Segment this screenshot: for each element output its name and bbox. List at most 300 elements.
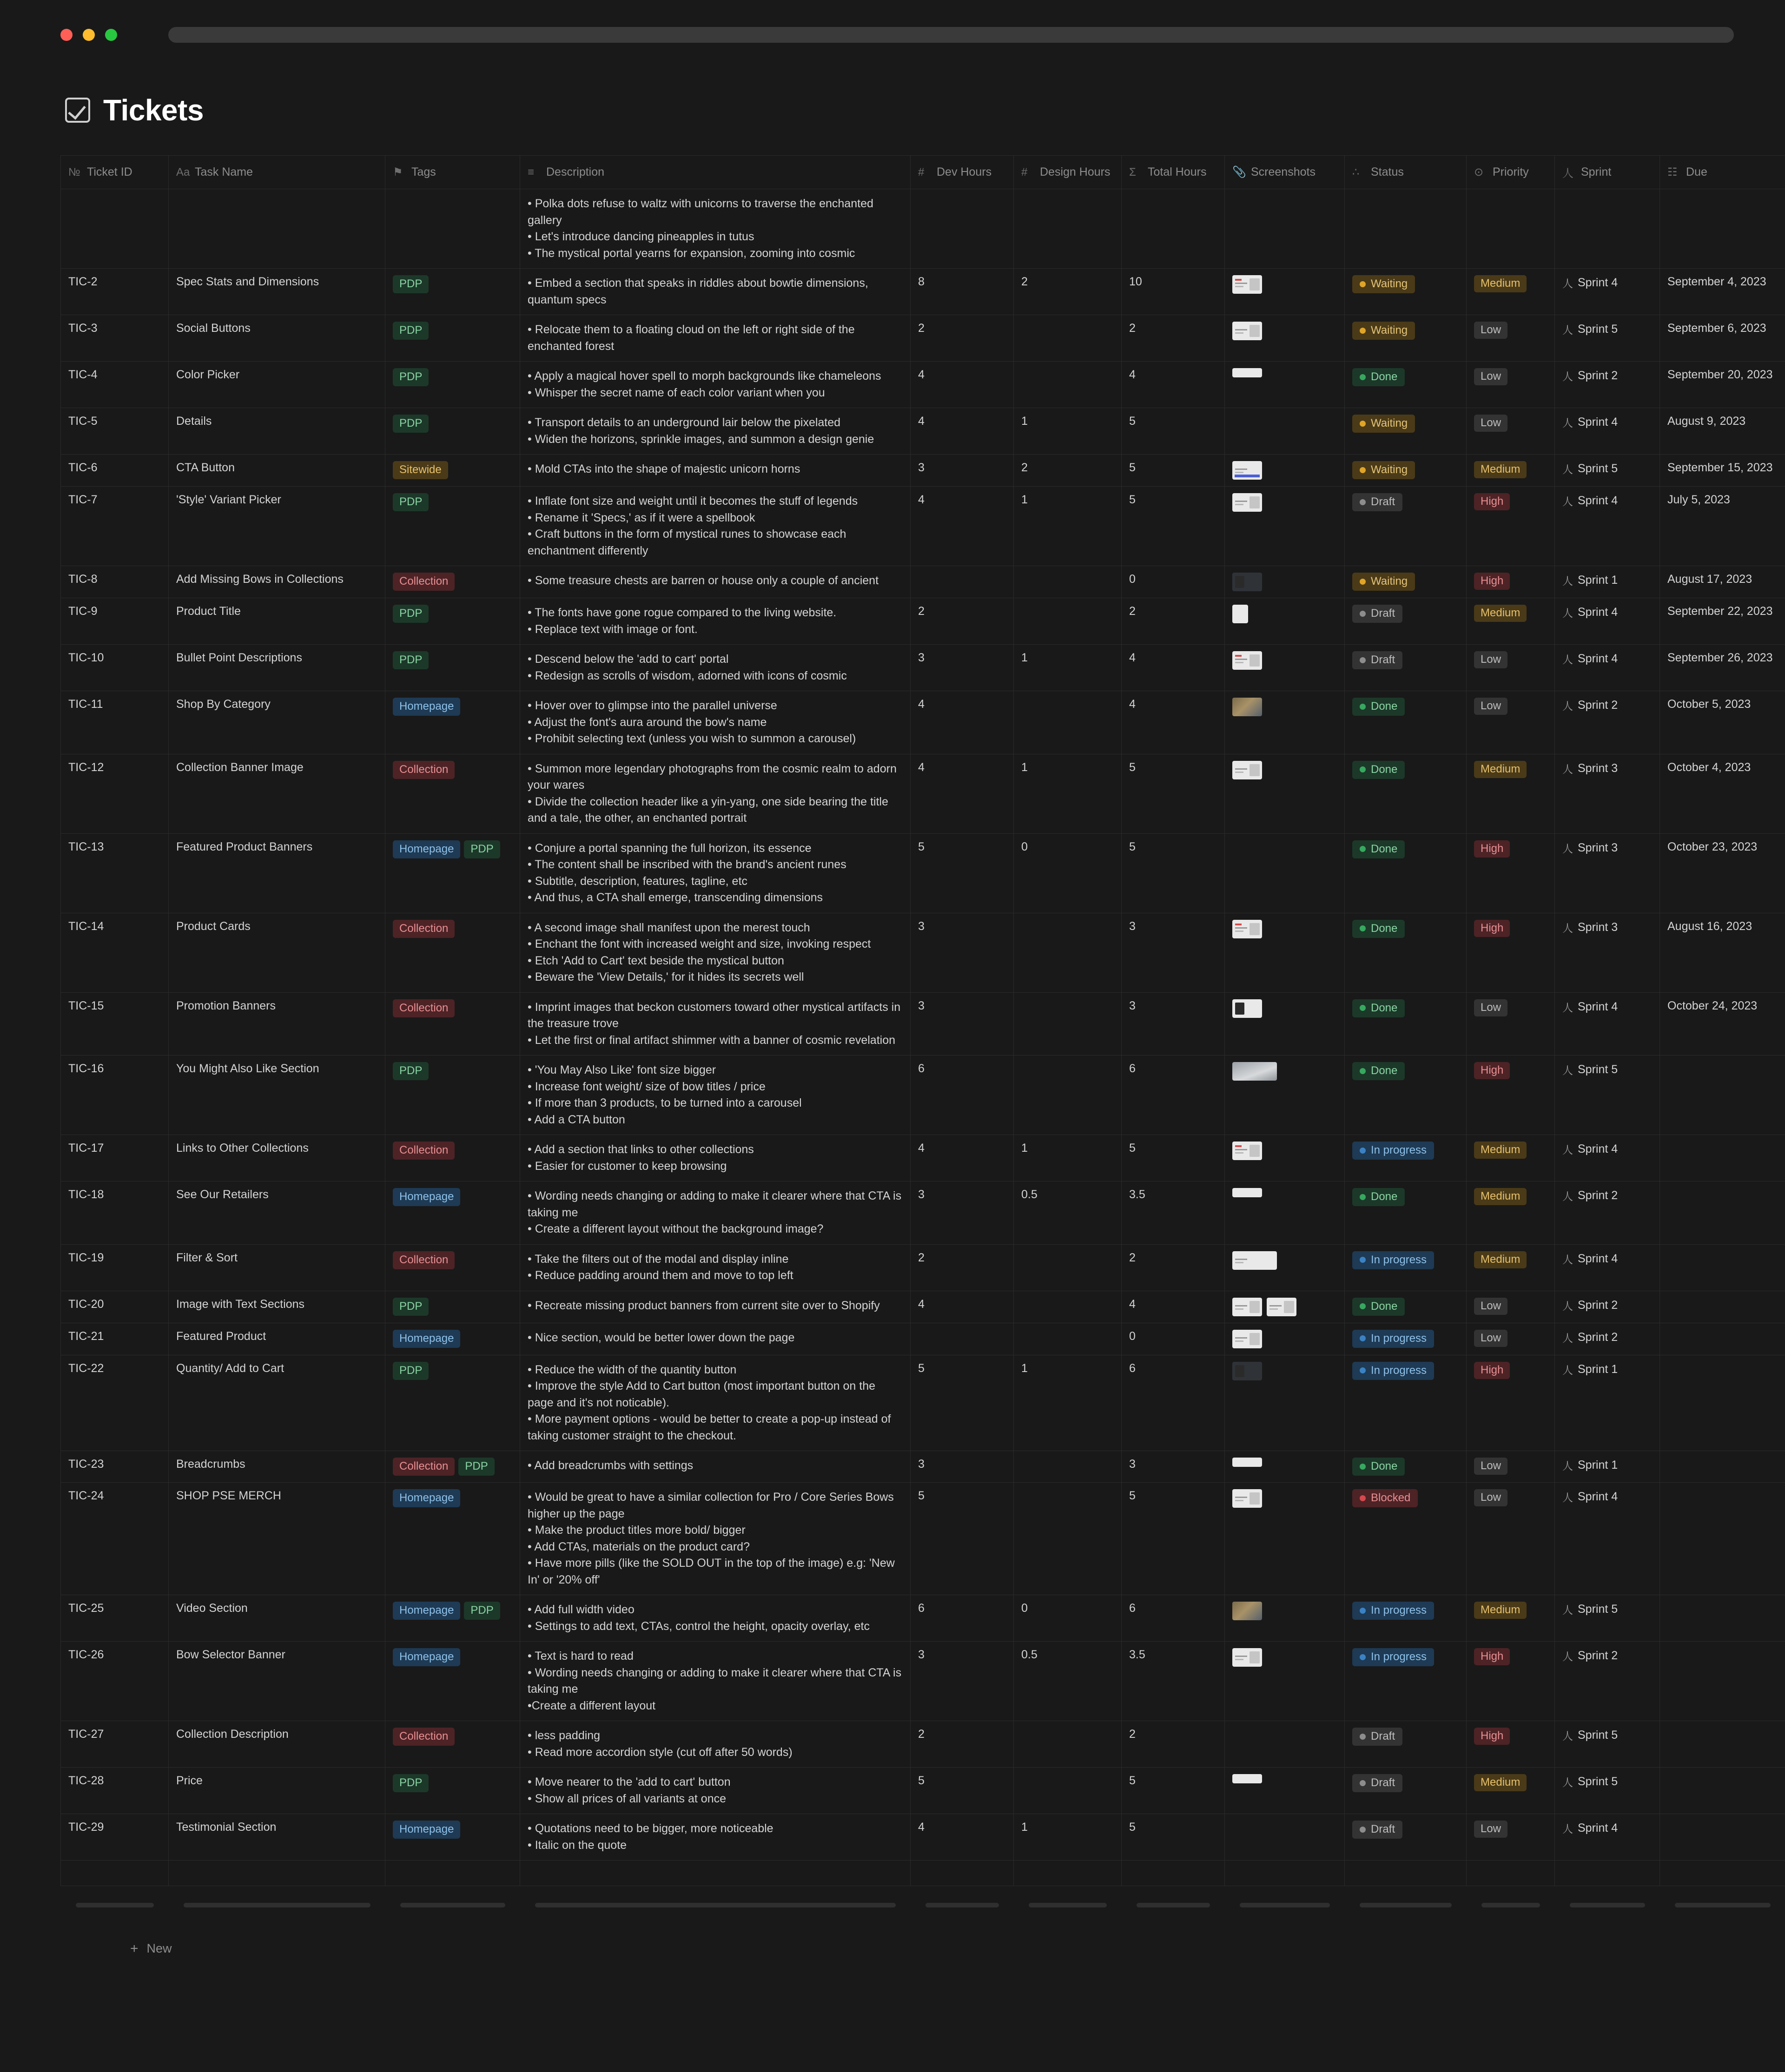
- cell-due-date[interactable]: August 9, 2023: [1660, 408, 1785, 455]
- summary-cell[interactable]: [169, 1886, 385, 1924]
- cell-sprint[interactable]: [1555, 691, 1660, 754]
- cell-status[interactable]: [1345, 1355, 1467, 1451]
- column-header-total-hours[interactable]: [1122, 156, 1225, 189]
- cell-tags[interactable]: [385, 1768, 520, 1814]
- summary-cell[interactable]: [1345, 1886, 1467, 1924]
- cell-design-hours[interactable]: [1014, 1323, 1122, 1355]
- cell-due-date[interactable]: [1660, 1595, 1785, 1642]
- cell-task-name[interactable]: Breadcrumbs: [169, 1451, 385, 1483]
- cell-sprint[interactable]: [1555, 645, 1660, 691]
- cell-description[interactable]: [520, 833, 911, 913]
- cell-design-hours[interactable]: [1014, 913, 1122, 992]
- cell-status[interactable]: [1345, 1483, 1467, 1595]
- cell-due-date[interactable]: October 24, 2023: [1660, 992, 1785, 1056]
- cell-dev-hours[interactable]: 4: [911, 1291, 1014, 1323]
- cell-total-hours[interactable]: 3.5: [1122, 1642, 1225, 1721]
- cell-due-date[interactable]: September 22, 2023: [1660, 598, 1785, 645]
- add-new-row-button[interactable]: [60, 1924, 1785, 1975]
- cell-priority[interactable]: [1467, 598, 1555, 645]
- cell-dev-hours[interactable]: 3: [911, 1181, 1014, 1245]
- table-row[interactable]: [61, 1721, 1785, 1768]
- cell-design-hours[interactable]: 0: [1014, 833, 1122, 913]
- cell-screenshots[interactable]: [1225, 362, 1345, 408]
- cell-sprint[interactable]: [1555, 1642, 1660, 1721]
- cell-total-hours[interactable]: 0: [1122, 1323, 1225, 1355]
- cell-priority[interactable]: [1467, 1181, 1555, 1245]
- cell-screenshots[interactable]: [1225, 1135, 1345, 1181]
- cell-tags[interactable]: [385, 1056, 520, 1135]
- cell-design-hours[interactable]: [1014, 691, 1122, 754]
- cell-tags[interactable]: [385, 189, 520, 269]
- cell-total-hours[interactable]: 10: [1122, 269, 1225, 315]
- cell-dev-hours[interactable]: 3: [911, 1642, 1014, 1721]
- cell-status[interactable]: [1345, 1814, 1467, 1861]
- cell-ticket-id[interactable]: TIC-15: [61, 992, 169, 1056]
- cell-priority[interactable]: [1467, 315, 1555, 362]
- cell-design-hours[interactable]: [1014, 1056, 1122, 1135]
- cell-priority[interactable]: [1467, 1814, 1555, 1861]
- cell-priority[interactable]: [1467, 1056, 1555, 1135]
- cell-priority[interactable]: [1467, 487, 1555, 566]
- column-header-design-hours[interactable]: [1014, 156, 1122, 189]
- cell-tags[interactable]: [385, 1291, 520, 1323]
- cell-priority[interactable]: [1467, 1595, 1555, 1642]
- cell-screenshots[interactable]: [1225, 1595, 1345, 1642]
- cell-dev-hours[interactable]: 4: [911, 1814, 1014, 1861]
- cell-sprint[interactable]: [1555, 992, 1660, 1056]
- cell-priority[interactable]: [1467, 189, 1555, 269]
- cell-description[interactable]: [520, 1721, 911, 1768]
- cell-ticket-id[interactable]: TIC-25: [61, 1595, 169, 1642]
- cell-total-hours[interactable]: 0: [1122, 566, 1225, 598]
- cell-description[interactable]: [520, 1056, 911, 1135]
- screenshot-thumbnail[interactable]: [1232, 1648, 1262, 1667]
- cell-total-hours[interactable]: 5: [1122, 1483, 1225, 1595]
- cell-design-hours[interactable]: [1014, 1721, 1122, 1768]
- cell-priority[interactable]: [1467, 1483, 1555, 1595]
- cell-total-hours[interactable]: 6: [1122, 1595, 1225, 1642]
- cell-tags[interactable]: [385, 1355, 520, 1451]
- cell-sprint[interactable]: [1555, 1451, 1660, 1483]
- screenshot-thumbnail[interactable]: [1232, 1062, 1277, 1081]
- cell-screenshots[interactable]: [1225, 455, 1345, 487]
- screenshot-thumbnail[interactable]: [1232, 1602, 1262, 1620]
- cell-tags[interactable]: [385, 754, 520, 833]
- cell-tags[interactable]: [385, 691, 520, 754]
- screenshot-thumbnail[interactable]: [1232, 493, 1262, 512]
- cell-tags[interactable]: [385, 1642, 520, 1721]
- cell-description[interactable]: [520, 645, 911, 691]
- cell-ticket-id[interactable]: TIC-4: [61, 362, 169, 408]
- column-header-status[interactable]: [1345, 156, 1467, 189]
- cell-screenshots[interactable]: [1225, 1483, 1345, 1595]
- cell-due-date[interactable]: [1660, 1451, 1785, 1483]
- cell-dev-hours[interactable]: 4: [911, 754, 1014, 833]
- cell-total-hours[interactable]: 3: [1122, 992, 1225, 1056]
- cell-screenshots[interactable]: [1225, 189, 1345, 269]
- screenshot-thumbnail[interactable]: [1232, 461, 1262, 480]
- cell-due-date[interactable]: [1660, 189, 1785, 269]
- cell-total-hours[interactable]: 4: [1122, 362, 1225, 408]
- screenshot-thumbnail[interactable]: [1232, 1330, 1262, 1348]
- cell-design-hours[interactable]: [1014, 1244, 1122, 1291]
- cell-dev-hours[interactable]: 6: [911, 1056, 1014, 1135]
- cell-due-date[interactable]: [1660, 1721, 1785, 1768]
- cell-priority[interactable]: [1467, 833, 1555, 913]
- cell-screenshots[interactable]: [1225, 487, 1345, 566]
- cell-status[interactable]: [1345, 833, 1467, 913]
- screenshot-thumbnail[interactable]: [1232, 1251, 1277, 1270]
- cell-sprint[interactable]: [1555, 1355, 1660, 1451]
- cell-sprint[interactable]: [1555, 913, 1660, 992]
- screenshot-thumbnail[interactable]: [1232, 1458, 1262, 1467]
- cell-status[interactable]: [1345, 645, 1467, 691]
- cell-task-name[interactable]: Testimonial Section: [169, 1814, 385, 1861]
- cell-dev-hours[interactable]: 5: [911, 1768, 1014, 1814]
- cell-dev-hours[interactable]: [911, 189, 1014, 269]
- cell-description[interactable]: [520, 487, 911, 566]
- column-header-tags[interactable]: [385, 156, 520, 189]
- column-header-ticket-id[interactable]: [61, 156, 169, 189]
- cell-design-hours[interactable]: 1: [1014, 645, 1122, 691]
- cell-due-date[interactable]: September 20, 2023: [1660, 362, 1785, 408]
- cell-dev-hours[interactable]: 3: [911, 992, 1014, 1056]
- summary-cell[interactable]: [1225, 1886, 1345, 1924]
- cell-priority[interactable]: [1467, 1451, 1555, 1483]
- cell-sprint[interactable]: [1555, 1181, 1660, 1245]
- cell-ticket-id[interactable]: TIC-24: [61, 1483, 169, 1595]
- table-row[interactable]: [61, 992, 1785, 1056]
- cell-status[interactable]: [1345, 1291, 1467, 1323]
- cell-sprint[interactable]: [1555, 487, 1660, 566]
- cell-status[interactable]: [1345, 691, 1467, 754]
- table-row[interactable]: [61, 1814, 1785, 1861]
- screenshot-thumbnail[interactable]: [1232, 1774, 1262, 1783]
- table-row[interactable]: [61, 833, 1785, 913]
- cell-priority[interactable]: [1467, 1355, 1555, 1451]
- summary-cell[interactable]: [1660, 1886, 1785, 1924]
- cell-dev-hours[interactable]: 4: [911, 691, 1014, 754]
- cell-tags[interactable]: [385, 1483, 520, 1595]
- cell-status[interactable]: [1345, 1768, 1467, 1814]
- cell-total-hours[interactable]: 2: [1122, 1721, 1225, 1768]
- cell-screenshots[interactable]: [1225, 913, 1345, 992]
- table-row[interactable]: [61, 913, 1785, 992]
- cell-status[interactable]: [1345, 566, 1467, 598]
- cell-dev-hours[interactable]: 4: [911, 408, 1014, 455]
- maximize-window-button[interactable]: [105, 29, 117, 41]
- cell-ticket-id[interactable]: TIC-13: [61, 833, 169, 913]
- cell-task-name[interactable]: [169, 189, 385, 269]
- column-header-dev-hours[interactable]: [911, 156, 1014, 189]
- cell-status[interactable]: [1345, 1056, 1467, 1135]
- cell-due-date[interactable]: [1660, 1291, 1785, 1323]
- cell-sprint[interactable]: [1555, 408, 1660, 455]
- cell-ticket-id[interactable]: TIC-23: [61, 1451, 169, 1483]
- cell-screenshots[interactable]: [1225, 1244, 1345, 1291]
- cell-screenshots[interactable]: [1225, 1291, 1345, 1323]
- summary-cell[interactable]: [520, 1886, 911, 1924]
- column-header-screenshots[interactable]: [1225, 156, 1345, 189]
- screenshot-thumbnail[interactable]: [1232, 920, 1262, 938]
- cell-task-name[interactable]: Price: [169, 1768, 385, 1814]
- cell-total-hours[interactable]: 4: [1122, 1291, 1225, 1323]
- cell-ticket-id[interactable]: TIC-22: [61, 1355, 169, 1451]
- cell-sprint[interactable]: [1555, 1814, 1660, 1861]
- cell-due-date[interactable]: July 5, 2023: [1660, 487, 1785, 566]
- table-row[interactable]: [61, 487, 1785, 566]
- screenshot-thumbnail[interactable]: [1232, 1362, 1262, 1380]
- table-row[interactable]: [61, 691, 1785, 754]
- cell-description[interactable]: [520, 992, 911, 1056]
- cell-description[interactable]: [520, 913, 911, 992]
- cell-task-name[interactable]: Spec Stats and Dimensions: [169, 269, 385, 315]
- cell-task-name[interactable]: Image with Text Sections: [169, 1291, 385, 1323]
- cell-task-name[interactable]: You Might Also Like Section: [169, 1056, 385, 1135]
- cell-description[interactable]: [520, 1451, 911, 1483]
- cell-screenshots[interactable]: [1225, 992, 1345, 1056]
- cell-design-hours[interactable]: 0.5: [1014, 1181, 1122, 1245]
- cell-description[interactable]: [520, 691, 911, 754]
- cell-task-name[interactable]: Video Section: [169, 1595, 385, 1642]
- summary-cell[interactable]: [1467, 1886, 1555, 1924]
- cell-description[interactable]: [520, 408, 911, 455]
- cell-status[interactable]: [1345, 913, 1467, 992]
- cell-sprint[interactable]: [1555, 566, 1660, 598]
- cell-screenshots[interactable]: [1225, 1056, 1345, 1135]
- cell-tags[interactable]: [385, 1181, 520, 1245]
- table-row[interactable]: [61, 1244, 1785, 1291]
- cell-task-name[interactable]: Bow Selector Banner: [169, 1642, 385, 1721]
- cell-description[interactable]: [520, 566, 911, 598]
- cell-task-name[interactable]: Filter & Sort: [169, 1244, 385, 1291]
- cell-priority[interactable]: [1467, 1244, 1555, 1291]
- cell-due-date[interactable]: [1660, 1135, 1785, 1181]
- cell-due-date[interactable]: October 23, 2023: [1660, 833, 1785, 913]
- cell-status[interactable]: [1345, 487, 1467, 566]
- cell-description[interactable]: [520, 754, 911, 833]
- summary-cell[interactable]: [385, 1886, 520, 1924]
- cell-sprint[interactable]: [1555, 1721, 1660, 1768]
- table-row[interactable]: [61, 566, 1785, 598]
- cell-sprint[interactable]: [1555, 269, 1660, 315]
- cell-ticket-id[interactable]: TIC-9: [61, 598, 169, 645]
- cell-screenshots[interactable]: [1225, 269, 1345, 315]
- cell-task-name[interactable]: CTA Button: [169, 455, 385, 487]
- cell-task-name[interactable]: 'Style' Variant Picker: [169, 487, 385, 566]
- cell-description[interactable]: [520, 1768, 911, 1814]
- cell-design-hours[interactable]: [1014, 1768, 1122, 1814]
- cell-ticket-id[interactable]: TIC-19: [61, 1244, 169, 1291]
- cell-status[interactable]: [1345, 1323, 1467, 1355]
- cell-task-name[interactable]: Add Missing Bows in Collections: [169, 566, 385, 598]
- cell-screenshots[interactable]: [1225, 1642, 1345, 1721]
- cell-sprint[interactable]: [1555, 598, 1660, 645]
- cell-task-name[interactable]: Shop By Category: [169, 691, 385, 754]
- cell-priority[interactable]: [1467, 1291, 1555, 1323]
- cell-tags[interactable]: [385, 1814, 520, 1861]
- column-header-description[interactable]: [520, 156, 911, 189]
- table-row[interactable]: [61, 645, 1785, 691]
- cell-tags[interactable]: [385, 408, 520, 455]
- cell-sprint[interactable]: [1555, 455, 1660, 487]
- cell-priority[interactable]: [1467, 1135, 1555, 1181]
- cell-ticket-id[interactable]: TIC-3: [61, 315, 169, 362]
- cell-total-hours[interactable]: 3.5: [1122, 1181, 1225, 1245]
- column-header-due[interactable]: [1660, 156, 1785, 189]
- cell-description[interactable]: [520, 1483, 911, 1595]
- cell-screenshots[interactable]: [1225, 1721, 1345, 1768]
- cell-status[interactable]: [1345, 1451, 1467, 1483]
- cell-tags[interactable]: [385, 1595, 520, 1642]
- cell-tags[interactable]: [385, 1721, 520, 1768]
- cell-status[interactable]: [1345, 189, 1467, 269]
- cell-ticket-id[interactable]: TIC-20: [61, 1291, 169, 1323]
- table-row[interactable]: [61, 1768, 1785, 1814]
- cell-description[interactable]: [520, 1244, 911, 1291]
- table-row[interactable]: [61, 1451, 1785, 1483]
- cell-ticket-id[interactable]: TIC-11: [61, 691, 169, 754]
- cell-screenshots[interactable]: [1225, 691, 1345, 754]
- cell-status[interactable]: [1345, 408, 1467, 455]
- cell-sprint[interactable]: [1555, 1244, 1660, 1291]
- cell-priority[interactable]: [1467, 1642, 1555, 1721]
- cell-ticket-id[interactable]: TIC-8: [61, 566, 169, 598]
- cell-screenshots[interactable]: [1225, 1181, 1345, 1245]
- cell-dev-hours[interactable]: 4: [911, 1135, 1014, 1181]
- cell-ticket-id[interactable]: TIC-14: [61, 913, 169, 992]
- screenshot-thumbnail[interactable]: [1267, 1298, 1296, 1316]
- cell-priority[interactable]: [1467, 913, 1555, 992]
- cell-sprint[interactable]: [1555, 833, 1660, 913]
- cell-design-hours[interactable]: 0: [1014, 1595, 1122, 1642]
- cell-status[interactable]: [1345, 1181, 1467, 1245]
- cell-status[interactable]: [1345, 362, 1467, 408]
- summary-cell[interactable]: [1555, 1886, 1660, 1924]
- cell-dev-hours[interactable]: 2: [911, 1244, 1014, 1291]
- screenshot-thumbnail[interactable]: [1232, 322, 1262, 340]
- cell-task-name[interactable]: Collection Banner Image: [169, 754, 385, 833]
- cell-ticket-id[interactable]: TIC-12: [61, 754, 169, 833]
- cell-description[interactable]: [520, 1135, 911, 1181]
- cell-task-name[interactable]: Featured Product Banners: [169, 833, 385, 913]
- cell-ticket-id[interactable]: TIC-18: [61, 1181, 169, 1245]
- cell-tags[interactable]: [385, 269, 520, 315]
- cell-sprint[interactable]: [1555, 1768, 1660, 1814]
- cell-priority[interactable]: [1467, 408, 1555, 455]
- cell-due-date[interactable]: [1660, 1814, 1785, 1861]
- screenshot-thumbnail[interactable]: [1232, 368, 1262, 377]
- cell-sprint[interactable]: [1555, 1056, 1660, 1135]
- column-header-task-name[interactable]: [169, 156, 385, 189]
- cell-screenshots[interactable]: [1225, 566, 1345, 598]
- cell-sprint[interactable]: [1555, 754, 1660, 833]
- cell-sprint[interactable]: [1555, 189, 1660, 269]
- cell-total-hours[interactable]: 5: [1122, 1814, 1225, 1861]
- cell-due-date[interactable]: [1660, 1323, 1785, 1355]
- screenshot-thumbnail[interactable]: [1232, 1489, 1262, 1508]
- cell-due-date[interactable]: August 16, 2023: [1660, 913, 1785, 992]
- summary-cell[interactable]: [61, 1886, 169, 1924]
- cell-description[interactable]: [520, 362, 911, 408]
- cell-tags[interactable]: [385, 1244, 520, 1291]
- cell-status[interactable]: [1345, 1135, 1467, 1181]
- cell-tags[interactable]: [385, 315, 520, 362]
- cell-description[interactable]: [520, 1355, 911, 1451]
- cell-total-hours[interactable]: [1122, 189, 1225, 269]
- cell-due-date[interactable]: September 15, 2023: [1660, 455, 1785, 487]
- table-row[interactable]: [61, 1595, 1785, 1642]
- cell-priority[interactable]: [1467, 1323, 1555, 1355]
- cell-task-name[interactable]: Collection Description: [169, 1721, 385, 1768]
- cell-dev-hours[interactable]: 3: [911, 913, 1014, 992]
- cell-description[interactable]: [520, 189, 911, 269]
- cell-priority[interactable]: [1467, 455, 1555, 487]
- cell-tags[interactable]: [385, 833, 520, 913]
- cell-sprint[interactable]: [1555, 1483, 1660, 1595]
- cell-design-hours[interactable]: [1014, 1483, 1122, 1595]
- cell-total-hours[interactable]: 2: [1122, 598, 1225, 645]
- cell-dev-hours[interactable]: 5: [911, 1483, 1014, 1595]
- cell-screenshots[interactable]: [1225, 1323, 1345, 1355]
- cell-description[interactable]: [520, 1291, 911, 1323]
- cell-due-date[interactable]: [1660, 1355, 1785, 1451]
- screenshot-thumbnail[interactable]: [1232, 605, 1248, 623]
- cell-screenshots[interactable]: [1225, 315, 1345, 362]
- cell-tags[interactable]: [385, 566, 520, 598]
- cell-screenshots[interactable]: [1225, 645, 1345, 691]
- cell-description[interactable]: [520, 598, 911, 645]
- cell-dev-hours[interactable]: [911, 566, 1014, 598]
- cell-dev-hours[interactable]: 2: [911, 598, 1014, 645]
- cell-ticket-id[interactable]: TIC-2: [61, 269, 169, 315]
- close-window-button[interactable]: [60, 29, 73, 41]
- cell-task-name[interactable]: See Our Retailers: [169, 1181, 385, 1245]
- cell-status[interactable]: [1345, 754, 1467, 833]
- cell-design-hours[interactable]: [1014, 189, 1122, 269]
- cell-tags[interactable]: [385, 455, 520, 487]
- cell-description[interactable]: [520, 1814, 911, 1861]
- table-row[interactable]: [61, 455, 1785, 487]
- cell-dev-hours[interactable]: 3: [911, 645, 1014, 691]
- table-row[interactable]: [61, 362, 1785, 408]
- cell-task-name[interactable]: Product Cards: [169, 913, 385, 992]
- cell-total-hours[interactable]: 4: [1122, 691, 1225, 754]
- table-row[interactable]: [61, 408, 1785, 455]
- cell-design-hours[interactable]: [1014, 1291, 1122, 1323]
- cell-tags[interactable]: [385, 645, 520, 691]
- cell-tags[interactable]: [385, 913, 520, 992]
- cell-design-hours[interactable]: 1: [1014, 487, 1122, 566]
- cell-task-name[interactable]: Details: [169, 408, 385, 455]
- cell-design-hours[interactable]: [1014, 566, 1122, 598]
- screenshot-thumbnail[interactable]: [1232, 1188, 1262, 1197]
- cell-screenshots[interactable]: [1225, 1451, 1345, 1483]
- cell-screenshots[interactable]: [1225, 1355, 1345, 1451]
- cell-priority[interactable]: [1467, 645, 1555, 691]
- screenshot-thumbnail[interactable]: [1232, 1298, 1262, 1316]
- cell-screenshots[interactable]: [1225, 598, 1345, 645]
- cell-description[interactable]: [520, 1642, 911, 1721]
- cell-status[interactable]: [1345, 269, 1467, 315]
- cell-task-name[interactable]: Bullet Point Descriptions: [169, 645, 385, 691]
- cell-tags[interactable]: [385, 992, 520, 1056]
- cell-ticket-id[interactable]: [61, 189, 169, 269]
- cell-due-date[interactable]: [1660, 1642, 1785, 1721]
- cell-design-hours[interactable]: 1: [1014, 1355, 1122, 1451]
- summary-cell[interactable]: [1122, 1886, 1225, 1924]
- table-row[interactable]: [61, 754, 1785, 833]
